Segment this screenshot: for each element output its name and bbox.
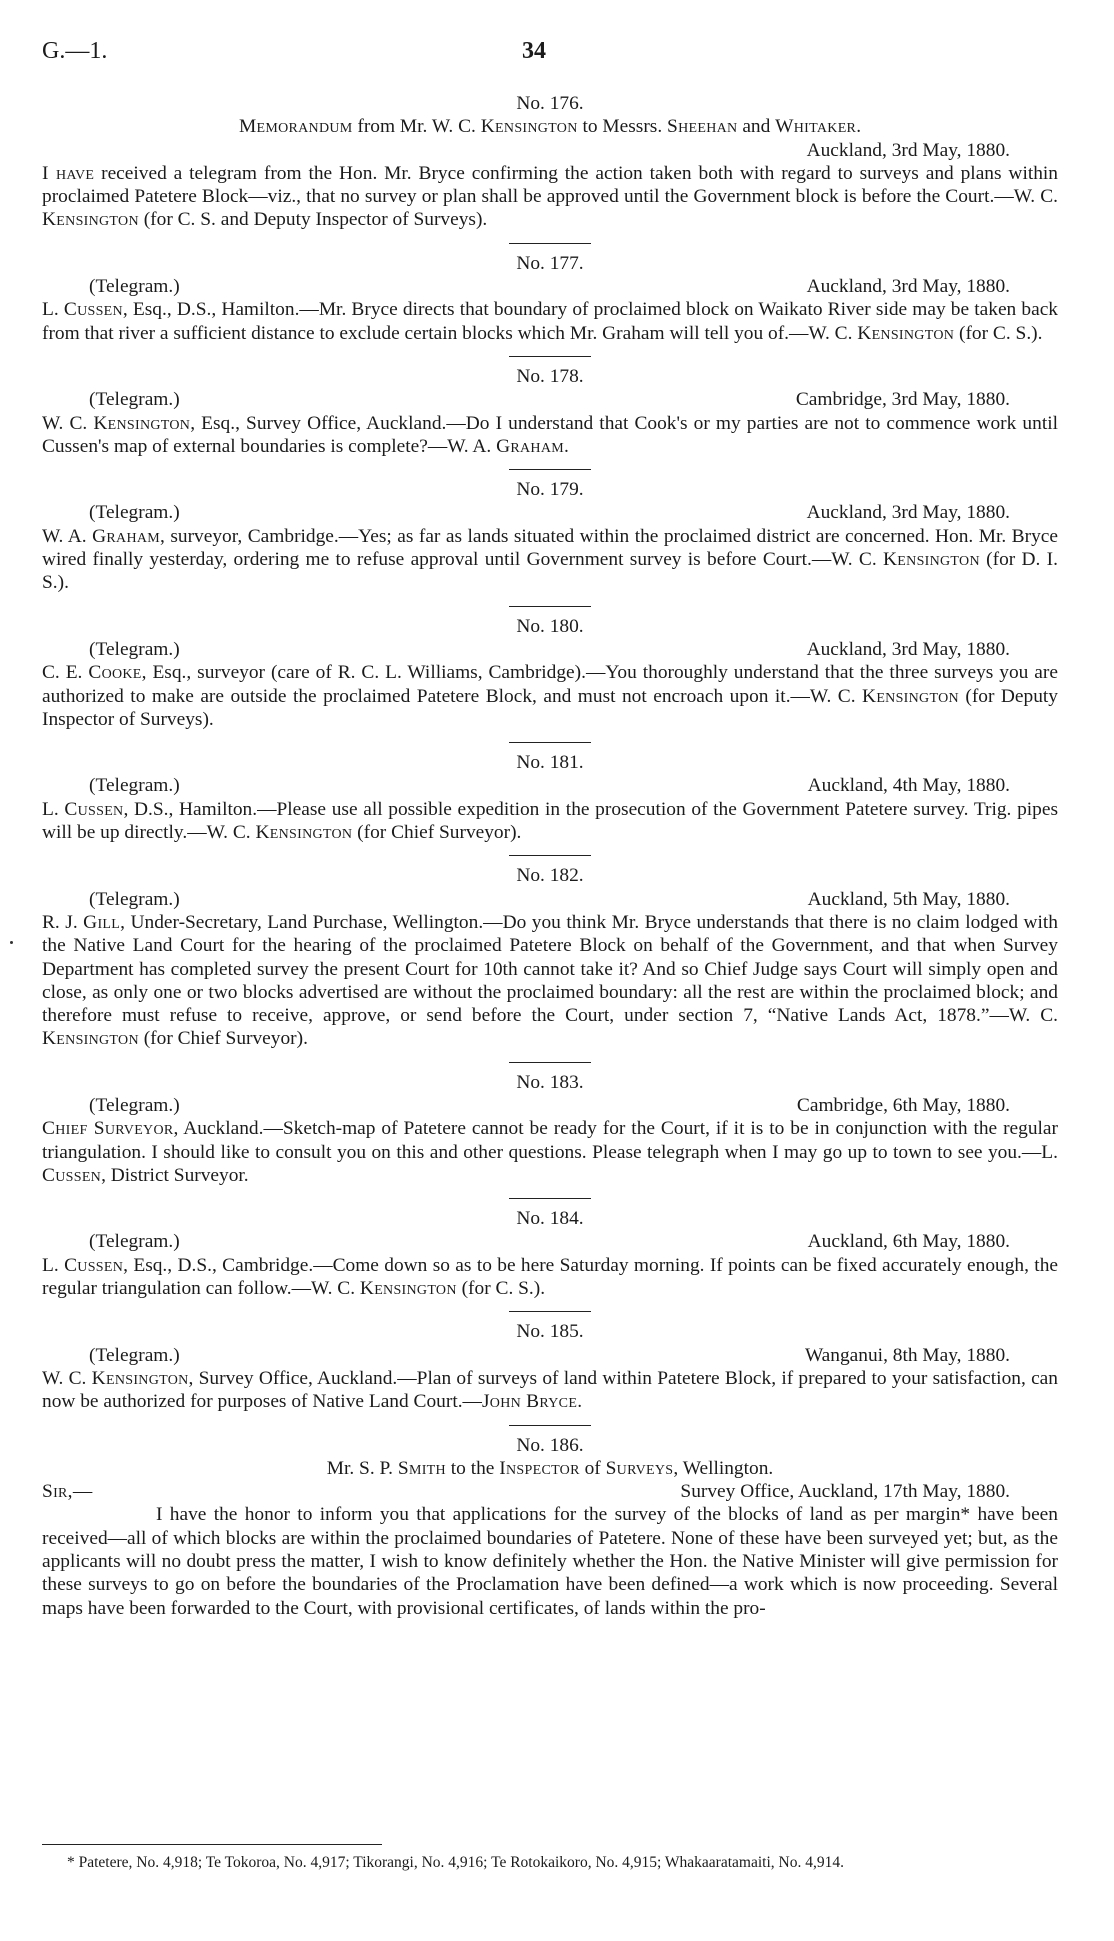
entry-text: I have received a telegram from the Hon. Mr. Bryce confirming the action taken both with regard to surveys and plans within proclaimed Patetere Block—viz., that no survey or plan shall be approved until the Government block is before the Court.—W. C. Kensington (for C. S. and Deputy Inspector of Surveys). bbox=[42, 162, 1058, 231]
entry-number: No. 176. bbox=[516, 93, 584, 114]
entry-185 bbox=[42, 1320, 1058, 1413]
entry-kind: (Telegram.) bbox=[89, 1231, 180, 1253]
footnote: * Patetere, No. 4,918; Te Tokoroa, No. 4,917; Tikorangi, No. 4,916; Te Rotokaikoro, No. 4,915; Whakaaratamaiti, No. 4,914. bbox=[67, 1854, 844, 1871]
entry-kind: (Telegram.) bbox=[89, 389, 180, 411]
place-date: Auckland, 6th May, 1880. bbox=[807, 1231, 1010, 1253]
letter-title: Mr. S. P. Smith to the Inspector of Surveys, Wellington. bbox=[326, 1457, 774, 1479]
section-divider bbox=[509, 1311, 591, 1312]
entry-kind: (Telegram.) bbox=[89, 888, 180, 910]
entry-number: No. 182. bbox=[516, 865, 584, 887]
entry-heading-line bbox=[42, 1094, 1058, 1117]
place-date: Auckland, 3rd May, 1880. bbox=[806, 276, 1010, 298]
footnote-divider bbox=[42, 1844, 382, 1845]
entry-text: Chief Surveyor, Auckland.—Sketch-map of Patetere cannot be ready for the Court, if it is to be in conjunction with the regular triangulation. I should like to consult you on this and other questions. Please telegraph when I may go up to town to see you.—L. Cussen, District Surveyor. bbox=[42, 1118, 1058, 1186]
section-divider bbox=[509, 1198, 591, 1199]
document-body bbox=[42, 92, 1058, 1620]
entry-number: No. 185. bbox=[516, 1321, 584, 1343]
entry-heading-line bbox=[42, 774, 1058, 797]
entry-heading-line bbox=[42, 275, 1058, 298]
document-series-label: G.—1. bbox=[42, 38, 108, 64]
entry-183 bbox=[42, 1071, 1058, 1187]
salutation: Sir,— bbox=[42, 1481, 93, 1503]
entry-text: R. J. Gill, Under-Secretary, Land Purchase, Wellington.—Do you think Mr. Bryce understands that there is no claim lodged with the Native Land Court for the hearing of the proclaimed Patetere Block on behalf of the Government, and that when Survey Department has completed survey the present Court for 10th cannot take it? And so Chief Judge says Court will simply open and close, as only one or two blocks advertised are without the proclaimed boundary: all the rest are within the proclaimed block; and therefore must refuse to receive, approve, or send before the Court, under section 7, “Native Lands Act, 1878.”—W. C. Kensington (for Chief Surveyor). bbox=[42, 911, 1058, 1050]
place-date: Auckland, 5th May, 1880. bbox=[807, 888, 1010, 910]
scan-mark bbox=[10, 941, 13, 944]
entry-number: No. 180. bbox=[516, 615, 584, 637]
entry-text: L. Cussen, Esq., D.S., Hamilton.—Mr. Bryce directs that boundary of proclaimed block on Waikato River side may be taken back from that river a sufficient distance to exclude certain blocks which Mr. Graham will tell you of.—W. C. Kensington (for C. S.). bbox=[42, 299, 1058, 344]
entry-178 bbox=[42, 365, 1058, 458]
place-date: Cambridge, 6th May, 1880. bbox=[796, 1094, 1010, 1116]
entry-number: No. 179. bbox=[516, 479, 584, 501]
entry-184 bbox=[42, 1207, 1058, 1300]
section-divider bbox=[509, 1062, 591, 1063]
entry-heading-line bbox=[42, 388, 1058, 411]
entry-kind: (Telegram.) bbox=[89, 276, 180, 298]
entry-heading-line bbox=[42, 1480, 1058, 1503]
section-divider bbox=[509, 855, 591, 856]
place-date: Auckland, 3rd May, 1880. bbox=[806, 502, 1010, 524]
place-date: Auckland, 3rd May, 1880. bbox=[806, 638, 1010, 660]
place-date: Survey Office, Auckland, 17th May, 1880. bbox=[680, 1481, 1010, 1503]
entry-kind: (Telegram.) bbox=[89, 638, 180, 660]
entry-number: No. 178. bbox=[516, 365, 584, 387]
entry-186 bbox=[42, 1434, 1058, 1620]
entry-179 bbox=[42, 478, 1058, 594]
entry-181 bbox=[42, 751, 1058, 844]
place-date: Auckland, 3rd May, 1880. bbox=[806, 139, 1010, 161]
section-divider bbox=[509, 1425, 591, 1426]
entry-heading-line bbox=[42, 139, 1058, 162]
entry-kind: (Telegram.) bbox=[89, 1344, 180, 1366]
memo-title: Memorandum from Mr. W. C. Kensington to Messrs. Sheehan and Whitaker. bbox=[238, 116, 862, 138]
entry-heading-line bbox=[42, 501, 1058, 524]
entry-number: No. 183. bbox=[516, 1071, 584, 1093]
entry-text: I have the honor to inform you that applications for the survey of the blocks of land as per margin* have been received—all of which blocks are within the proclaimed boundaries of Patetere. None of these have been surveyed yet; but, as the applicants will no doubt press the matter, I wish to know definitely whether the Hon. the Native Minister will give permission for these surveys to go on before the boundaries of the Proclamation have been defined—a work which is now proceeding. Several maps have been forwarded to the Court, with provisional certificates, of lands within the pro- bbox=[42, 1504, 1058, 1619]
entry-number: No. 181. bbox=[516, 752, 584, 774]
entry-176 bbox=[42, 92, 1058, 232]
entry-182 bbox=[42, 864, 1058, 1050]
entry-heading-line bbox=[42, 1230, 1058, 1253]
place-date: Cambridge, 3rd May, 1880. bbox=[795, 389, 1010, 411]
section-divider bbox=[509, 356, 591, 357]
entry-number: No. 177. bbox=[516, 252, 584, 274]
entry-kind: (Telegram.) bbox=[89, 502, 180, 524]
place-date: Wanganui, 8th May, 1880. bbox=[804, 1344, 1010, 1366]
entry-text: L. Cussen, Esq., D.S., Cambridge.—Come down so as to be here Saturday morning. If points can be fixed accurately enough, the regular triangulation can follow.—W. C. Kensington (for C. S.). bbox=[42, 1254, 1058, 1300]
section-divider bbox=[509, 606, 591, 607]
section-divider bbox=[509, 243, 591, 244]
entry-number: No. 186. bbox=[516, 1434, 584, 1456]
entry-heading-line bbox=[42, 638, 1058, 661]
entry-heading-line bbox=[42, 1344, 1058, 1367]
page-number: 34 bbox=[522, 38, 546, 64]
entry-text: W. A. Graham, surveyor, Cambridge.—Yes; as far as lands situated within the proclaimed district are concerned. Hon. Mr. Bryce wired finally yesterday, ordering me to refuse approval until Government survey is before Court.—W. C. Kensington (for D. I. S.). bbox=[42, 525, 1058, 594]
entry-180 bbox=[42, 615, 1058, 731]
entry-text: L. Cussen, D.S., Hamilton.—Please use all possible expedition in the prosecution of the Government Patetere survey. Trig. pipes will be up directly.—W. C. Kensington (for Chief Surveyor). bbox=[42, 798, 1059, 844]
entry-number: No. 184. bbox=[516, 1208, 584, 1230]
section-divider bbox=[509, 742, 591, 743]
section-divider bbox=[509, 469, 591, 470]
entry-text: C. E. Cooke, Esq., surveyor (care of R. C. L. Williams, Cambridge).—You thoroughly understand that the three surveys you are authorized to make are outside the proclaimed Patetere Block, and must not encroach upon it.—W. C. Kensington (for Deputy Inspector of Surveys). bbox=[42, 662, 1058, 730]
entry-text: W. C. Kensington, Esq., Survey Office, Auckland.—Do I understand that Cook's or my parties are not to commence work until Cussen's map of external boundaries is complete?—W. A. Graham. bbox=[42, 412, 1058, 457]
entry-kind: (Telegram.) bbox=[89, 775, 180, 797]
entry-177 bbox=[42, 252, 1058, 345]
entry-kind: (Telegram.) bbox=[89, 1094, 180, 1116]
entry-heading-line bbox=[42, 888, 1058, 911]
place-date: Auckland, 4th May, 1880. bbox=[807, 775, 1010, 797]
entry-text: W. C. Kensington, Survey Office, Auckland.—Plan of surveys of land within Patetere Block, if prepared to your satisfaction, can now be authorized for purposes of Native Land Court.—John Bryce. bbox=[42, 1367, 1058, 1413]
